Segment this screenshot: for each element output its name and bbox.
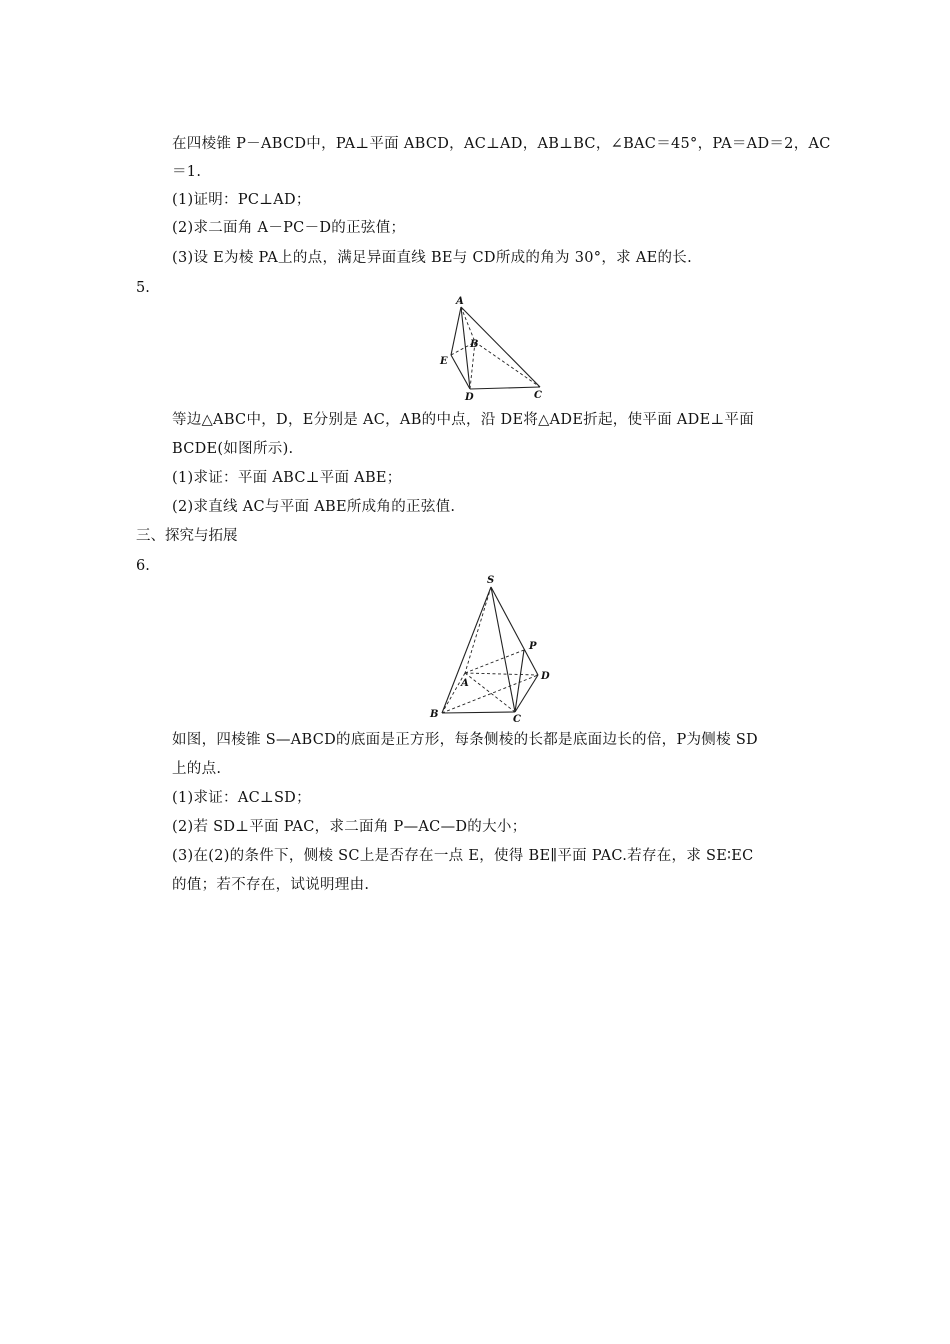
problem4-line2: ＝1.	[172, 164, 202, 180]
label-b: B	[430, 709, 439, 720]
edge-ad	[465, 673, 538, 675]
edge-ap	[465, 650, 524, 673]
edge-sa	[465, 587, 491, 673]
label-d: D	[465, 392, 474, 402]
problem4-q3: (3)设 E为棱 PA上的点，满足异面直线 BE与 CD所成的角为 30°，求 AE的长.	[172, 250, 692, 266]
problem4-line1: 在四棱锥 P－ABCD中，PA⊥平面 ABCD，AC⊥AD，AB⊥BC，∠BAC＝45°，PA＝AD＝2，AC	[172, 136, 831, 152]
problem5-q1: (1)求证：平面 ABC⊥平面 ABE；	[172, 470, 402, 486]
label-s: S	[487, 575, 495, 586]
problem4-q1: (1)证明：PC⊥AD；	[172, 192, 311, 208]
edge-sc	[491, 587, 515, 712]
problem6-figure	[425, 570, 560, 725]
edge-dc	[470, 387, 540, 389]
problem6-line2: 上的点.	[172, 761, 222, 777]
problem6-line1: 如图，四棱锥 S—ABCD的底面是正方形，每条侧棱的长都是底面边长的倍，P为侧棱 SD	[172, 732, 758, 748]
problem6-number: 6.	[136, 558, 150, 574]
problem5-q2: (2)求直线 AC与平面 ABE所成角的正弦值.	[172, 499, 456, 515]
edge-sd	[491, 587, 538, 675]
label-c: C	[534, 390, 542, 401]
label-a: A	[461, 678, 469, 689]
problem4-q2: (2)求二面角 A－PC－D的正弦值；	[172, 220, 406, 236]
edge-cd	[515, 675, 538, 712]
edge-bc	[475, 342, 540, 387]
label-d: D	[541, 671, 550, 682]
problem6-q1: (1)求证：AC⊥SD；	[172, 790, 311, 806]
label-a: A	[456, 296, 464, 307]
edge-cp	[515, 650, 524, 712]
edge-bc	[442, 712, 515, 713]
problem5-line2: BCDE(如图所示).	[172, 441, 294, 457]
edge-ae	[451, 307, 461, 355]
label-p: P	[529, 641, 537, 652]
problem5-number: 5.	[136, 280, 150, 296]
problem5-figure	[430, 292, 555, 402]
problem6-q2: (2)若 SD⊥平面 PAC，求二面角 P—AC—D的大小；	[172, 819, 527, 835]
problem6-q3: (3)在(2)的条件下，侧棱 SC上是否存在一点 E，使得 BE∥平面 PAC.若存在，求 SE∶EC	[172, 848, 754, 864]
problem6-q4: 的值；若不存在，试说明理由.	[172, 877, 370, 893]
edge-bd	[442, 675, 538, 713]
edge-sb	[442, 587, 491, 713]
label-e: E	[440, 356, 448, 367]
label-c: C	[513, 714, 521, 725]
section3-title: 三、探究与拓展	[136, 528, 238, 544]
problem5-line1: 等边△ABC中，D，E分别是 AC，AB的中点，沿 DE将△ADE折起，使平面 ADE⊥平面	[172, 412, 755, 428]
edge-ac	[465, 673, 515, 712]
label-b: B	[470, 339, 479, 350]
